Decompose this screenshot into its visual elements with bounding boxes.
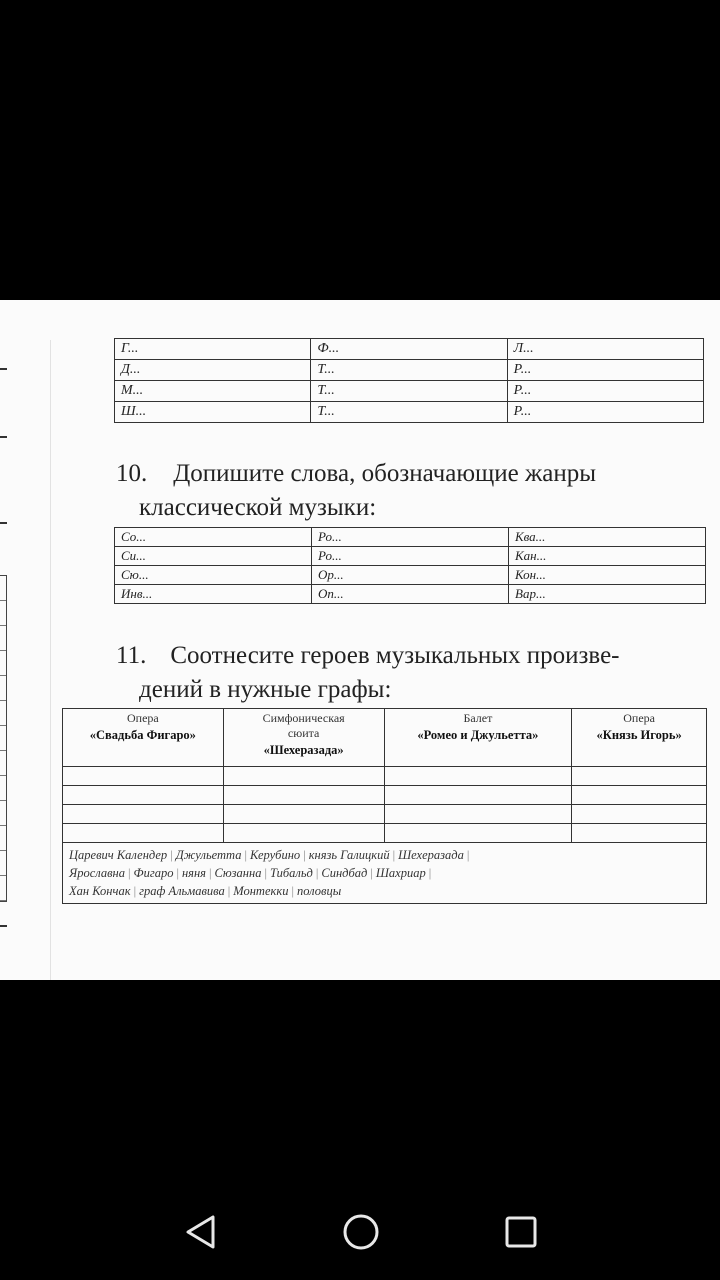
column-header-title: «Ромео и Джульетта»	[417, 728, 539, 742]
table-cell: Кан...	[509, 547, 706, 566]
table-row	[115, 360, 704, 381]
table-cell: Со...	[115, 528, 312, 547]
column-header-type: Симфоническая сюита	[262, 711, 345, 740]
task-10-number: 10.	[116, 460, 148, 487]
word-bank-item: Сюзанна	[214, 866, 262, 880]
table-cell: Инв...	[115, 585, 312, 604]
word-bank-item: князь Галицкий	[308, 848, 390, 862]
word-separator: |	[128, 866, 131, 880]
word-bank-item: Монтекки	[233, 884, 289, 898]
table-cell: Т...	[311, 402, 507, 423]
left-page-tick	[0, 436, 7, 438]
word-bank-item: Царевич Календер	[69, 848, 168, 862]
word-separator: |	[244, 848, 247, 862]
column-header-type: Опера	[126, 711, 159, 725]
empty-cell[interactable]	[223, 805, 384, 824]
word-separator: |	[291, 884, 294, 898]
table-row	[115, 547, 706, 566]
table-cell: Т...	[311, 360, 507, 381]
word-separator: |	[227, 884, 231, 898]
word-separator: |	[315, 866, 319, 880]
task-11-heading	[116, 642, 620, 670]
heroes-table	[62, 708, 707, 904]
table-row	[115, 381, 704, 402]
empty-cell[interactable]	[572, 824, 707, 843]
word-bank-item: Хан Кончак	[69, 884, 131, 898]
task-11-text-line2: дений в нужные графы:	[139, 676, 392, 703]
table-header-row	[63, 709, 707, 767]
table-cell: Ро...	[312, 547, 509, 566]
table-cell: Кон...	[509, 566, 706, 585]
empty-cell[interactable]	[572, 767, 707, 786]
table-cell: Л...	[507, 339, 703, 360]
table-row	[115, 402, 704, 423]
word-bank	[63, 843, 707, 904]
column-header-type: Опера	[623, 711, 655, 725]
empty-cell[interactable]	[384, 824, 572, 843]
home-circle-icon	[341, 1212, 381, 1252]
task-10-heading	[116, 460, 596, 488]
recents-button[interactable]	[501, 1212, 541, 1252]
word-bank-item: няня	[181, 866, 206, 880]
word-bank-item: половцы	[296, 884, 342, 898]
word-bank-item: Шехеразада	[398, 848, 464, 862]
word-separator: |	[209, 866, 212, 880]
table-cell: Т...	[311, 381, 507, 402]
word-bank-item: Фигаро	[133, 866, 174, 880]
table-row	[115, 339, 704, 360]
table-cell: Р...	[507, 381, 703, 402]
left-page-tick	[0, 522, 7, 524]
recents-square-icon	[503, 1214, 539, 1250]
table-cell: М...	[115, 381, 311, 402]
table-cell: Ф...	[311, 339, 507, 360]
word-bank-item: граф Альмавива	[139, 884, 225, 898]
left-page-tick	[0, 368, 7, 370]
empty-cell[interactable]	[223, 824, 384, 843]
left-page-tick	[0, 925, 7, 927]
word-separator: |	[176, 866, 179, 880]
word-bank-item: Синдбад	[321, 866, 368, 880]
column-header-type: Балет	[463, 711, 493, 725]
table-cell: Си...	[115, 547, 312, 566]
empty-cell[interactable]	[384, 805, 572, 824]
word-bank-item: Джульетта	[175, 848, 242, 862]
word-bank-item: Шахриар	[375, 866, 426, 880]
document-photo	[0, 300, 720, 980]
empty-cell[interactable]	[572, 805, 707, 824]
empty-cell[interactable]	[63, 767, 224, 786]
table-row	[63, 805, 707, 824]
genres-table	[114, 527, 706, 604]
left-page-table-edge	[0, 575, 7, 902]
table-cell: Сю...	[115, 566, 312, 585]
column-header-title: «Шехеразада»	[263, 743, 344, 757]
table-row	[115, 566, 706, 585]
table-row	[115, 585, 706, 604]
task-10-text-line2: классической музыки:	[139, 494, 377, 521]
word-bank-line	[69, 846, 700, 864]
empty-cell[interactable]	[63, 805, 224, 824]
page-margin-line	[50, 340, 51, 980]
word-bank-item: Ярославна	[69, 866, 125, 880]
word-separator: |	[133, 884, 137, 898]
word-bank-line	[69, 882, 700, 900]
empty-cell[interactable]	[384, 767, 572, 786]
word-separator: |	[370, 866, 373, 880]
empty-cell[interactable]	[63, 786, 224, 805]
word-separator: |	[428, 866, 432, 880]
word-separator: |	[392, 848, 396, 862]
table-cell: Р...	[507, 360, 703, 381]
column-header	[223, 709, 384, 767]
task-11-text-line1: Соотнесите героев музыкальных произве-	[170, 642, 620, 669]
empty-cell[interactable]	[572, 786, 707, 805]
table-cell: Оп...	[312, 585, 509, 604]
table-row	[63, 824, 707, 843]
word-bank-item: Керубино	[250, 848, 301, 862]
table-cell: Д...	[115, 360, 311, 381]
back-triangle-icon	[183, 1214, 219, 1250]
table-row	[115, 528, 706, 547]
column-header-title: «Свадьба Фигаро»	[89, 728, 196, 742]
words-table-top	[114, 338, 704, 423]
back-button[interactable]	[181, 1212, 221, 1252]
table-cell: Ор...	[312, 566, 509, 585]
empty-cell[interactable]	[223, 786, 384, 805]
empty-cell[interactable]	[223, 767, 384, 786]
empty-cell[interactable]	[384, 786, 572, 805]
column-header	[572, 709, 707, 767]
word-bank-row	[63, 843, 707, 904]
task-10-text-line1: Допишите слова, обозначающие жанры	[173, 460, 597, 487]
word-separator: |	[466, 848, 470, 862]
home-button[interactable]	[341, 1212, 381, 1252]
table-cell: Вар...	[509, 585, 706, 604]
word-separator: |	[264, 866, 267, 880]
word-separator: |	[303, 848, 306, 862]
empty-cell[interactable]	[63, 824, 224, 843]
table-cell: Ква...	[509, 528, 706, 547]
table-cell: Ш...	[115, 402, 311, 423]
column-header-title: «Князь Игорь»	[596, 728, 682, 742]
table-row	[63, 767, 707, 786]
column-header	[63, 709, 224, 767]
word-separator: |	[170, 848, 173, 862]
table-cell: Ро...	[312, 528, 509, 547]
column-header	[384, 709, 572, 767]
table-row	[63, 786, 707, 805]
table-cell: Г...	[115, 339, 311, 360]
word-bank-item: Тибальд	[269, 866, 313, 880]
table-cell: Р...	[507, 402, 703, 423]
word-bank-line	[69, 864, 700, 882]
task-11-number: 11.	[116, 642, 147, 669]
